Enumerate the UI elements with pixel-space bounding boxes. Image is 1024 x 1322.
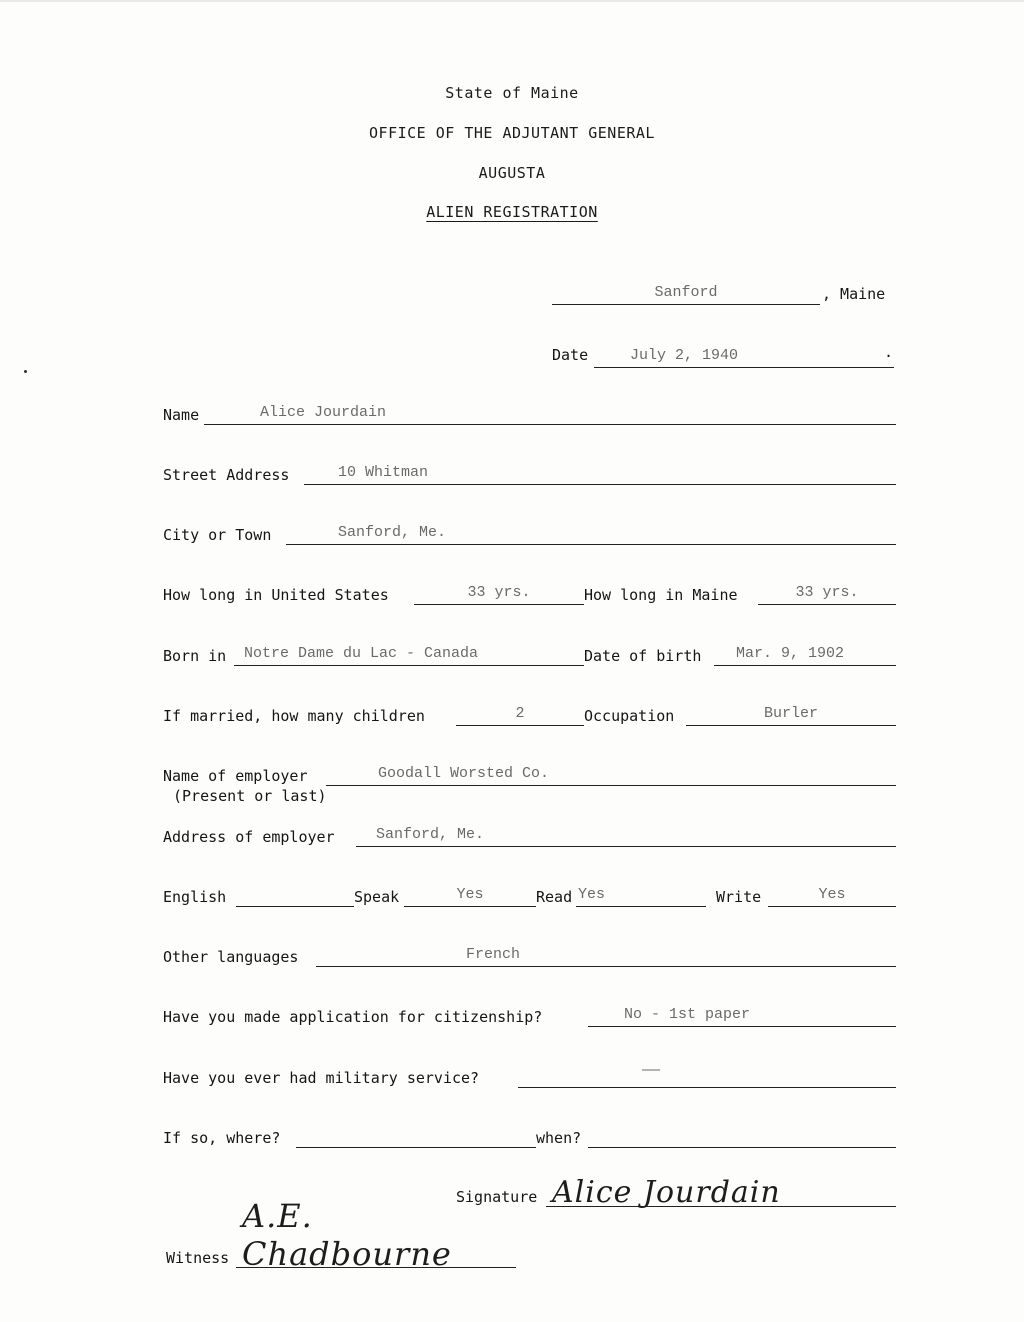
dob-field[interactable] <box>714 643 896 666</box>
witness-field[interactable] <box>236 1197 516 1273</box>
signature-field[interactable] <box>546 1175 896 1210</box>
witness-label: Witness <box>166 1249 230 1267</box>
scan-edge <box>0 0 1024 2</box>
military-label: Have you ever had military service? <box>163 1069 480 1087</box>
write-label: Write <box>716 888 762 906</box>
occupation-field[interactable] <box>686 703 896 726</box>
born-label: Born in <box>163 647 227 665</box>
employer-sublabel: (Present or last) <box>173 787 327 805</box>
where-field[interactable] <box>296 1125 536 1148</box>
where-label: If so, where? <box>163 1129 281 1147</box>
born-field[interactable] <box>234 643 584 666</box>
speak-value: Yes <box>456 886 484 903</box>
occupation-label: Occupation <box>584 707 675 725</box>
dob-label: Date of birth <box>584 647 702 665</box>
date-field[interactable] <box>594 345 894 368</box>
name-label: Name <box>163 406 200 424</box>
header-office: OFFICE OF THE ADJUTANT GENERAL <box>369 124 655 142</box>
citizenship-label: Have you made application for citizenship? <box>163 1008 543 1026</box>
children-field[interactable] <box>456 703 584 726</box>
languages-value: French <box>466 946 521 963</box>
write-field[interactable] <box>768 884 896 907</box>
name-value: Alice Jourdain <box>260 404 387 421</box>
maine-stay-value: 33 yrs. <box>795 584 859 601</box>
employer-address-value: Sanford, Me. <box>376 826 485 843</box>
date-value: July 2, 1940 <box>630 347 739 364</box>
military-field[interactable] <box>518 1062 896 1088</box>
us-stay-field[interactable] <box>414 582 584 605</box>
read-label: Read <box>536 888 573 906</box>
employer-address-label: Address of employer <box>163 828 335 846</box>
english-label: English <box>163 888 227 906</box>
languages-label: Other languages <box>163 948 299 966</box>
read-value: Yes <box>578 886 606 903</box>
occupation-value: Burler <box>763 705 818 722</box>
date-label: Date <box>552 346 589 364</box>
city-value: Sanford, Me. <box>338 524 447 541</box>
date-end: . <box>884 343 894 361</box>
city-label: City or Town <box>163 526 272 544</box>
scan-speck <box>24 370 27 373</box>
street-label: Street Address <box>163 466 290 484</box>
write-value: Yes <box>818 886 846 903</box>
employer-label: Name of employer <box>163 767 308 785</box>
name-field[interactable] <box>204 402 896 425</box>
citizenship-value: No - 1st paper <box>624 1006 751 1023</box>
maine-stay-field[interactable] <box>758 582 896 605</box>
citizenship-field[interactable] <box>588 1004 896 1027</box>
place-suffix: , Maine <box>822 285 886 303</box>
read-field[interactable] <box>576 884 706 907</box>
header-city: AUGUSTA <box>478 164 546 182</box>
languages-field[interactable] <box>316 944 896 967</box>
signature-value: Alice Jourdain <box>552 1175 781 1210</box>
dob-value: Mar. 9, 1902 <box>736 645 845 662</box>
when-field[interactable] <box>588 1125 896 1148</box>
header-state: State of Maine <box>445 84 579 102</box>
signature-label: Signature <box>456 1188 538 1206</box>
employer-address-field[interactable] <box>356 824 896 847</box>
form-title: ALIEN REGISTRATION <box>426 203 598 221</box>
us-stay-label: How long in United States <box>163 586 389 604</box>
speak-field[interactable] <box>404 884 536 907</box>
employer-field[interactable] <box>326 763 896 786</box>
street-field[interactable] <box>304 462 896 485</box>
witness-value: A.E. Chadbourne <box>242 1197 452 1273</box>
us-stay-value: 33 yrs. <box>467 584 531 601</box>
born-value: Notre Dame du Lac - Canada <box>244 645 479 662</box>
employer-value: Goodall Worsted Co. <box>378 765 550 782</box>
place-value: Sanford <box>654 284 718 301</box>
children-label: If married, how many children <box>163 707 425 725</box>
english-field[interactable] <box>236 884 354 907</box>
city-field[interactable] <box>286 522 896 545</box>
maine-stay-label: How long in Maine <box>584 586 738 604</box>
children-value: 2 <box>515 705 525 722</box>
street-value: 10 Whitman <box>338 464 429 481</box>
place-field[interactable] <box>552 282 820 305</box>
when-label: when? <box>536 1129 582 1147</box>
military-value: —— <box>642 1062 661 1079</box>
speak-label: Speak <box>354 888 400 906</box>
